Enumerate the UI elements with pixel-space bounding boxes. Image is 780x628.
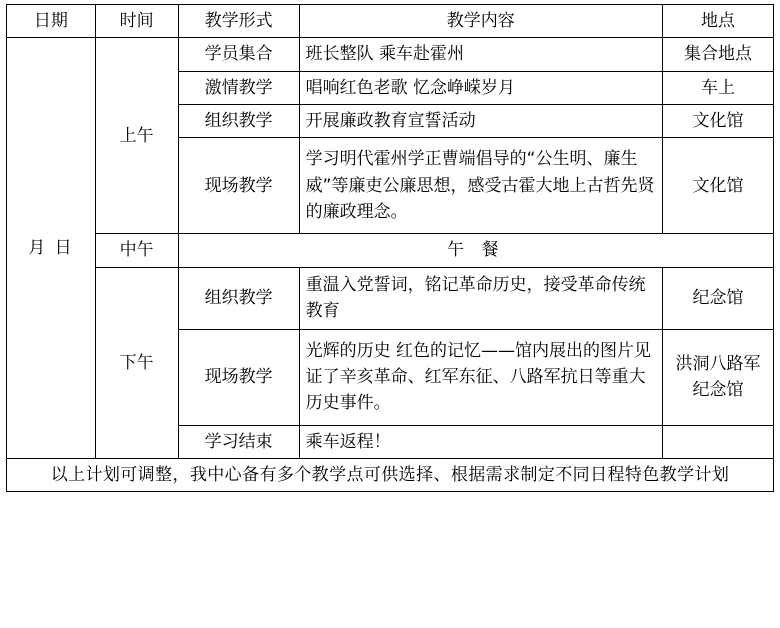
header-form: 教学形式: [178, 5, 299, 38]
table-row-lunch: [7, 234, 774, 267]
table-header-row: [7, 5, 774, 38]
period-noon: 中午: [95, 234, 178, 267]
place-cell: 洪洞八路军纪念馆: [662, 329, 773, 425]
content-cell: 光辉的历史 红色的记忆——馆内展出的图片见证了辛亥革命、红军东征、八路军抗日等重大历史事件。: [299, 329, 662, 425]
content-cell: 乘车返程！: [299, 425, 662, 458]
content-cell: 开展廉政教育宣誓活动: [299, 105, 662, 138]
content-cell: 唱响红色老歌 忆念峥嵘岁月: [299, 71, 662, 104]
header-time: 时间: [95, 5, 178, 38]
lunch-cell: 午 餐: [178, 234, 773, 267]
place-cell: 纪念馆: [662, 267, 773, 329]
content-cell: 学习明代霍州学正曹端倡导的“公生明、廉生威”等廉吏公廉思想，感受古霍大地上古哲先贤的廉政理念。: [299, 138, 662, 234]
place-cell: 集合地点: [662, 38, 773, 71]
form-cell: 现场教学: [178, 138, 299, 234]
date-cell: 月 日: [7, 38, 96, 459]
period-morning: 上午: [95, 38, 178, 234]
period-afternoon: 下午: [95, 267, 178, 458]
form-cell: 学员集合: [178, 38, 299, 71]
content-cell: 重温入党誓词，铭记革命历史，接受革命传统教育: [299, 267, 662, 329]
place-cell: [662, 425, 773, 458]
content-cell: 班长整队 乘车赴霍州: [299, 38, 662, 71]
place-cell: 文化馆: [662, 105, 773, 138]
table-row: [7, 267, 774, 329]
header-place: 地点: [662, 5, 773, 38]
footer-note: 以上计划可调整，我中心备有多个教学点可供选择、根据需求制定不同日程特色教学计划: [7, 459, 774, 492]
place-cell: 文化馆: [662, 138, 773, 234]
form-cell: 组织教学: [178, 267, 299, 329]
table-row: [7, 38, 774, 71]
schedule-table: [6, 4, 774, 492]
header-date: 日期: [7, 5, 96, 38]
form-cell: 现场教学: [178, 329, 299, 425]
table-footer-row: [7, 459, 774, 492]
place-cell: 车上: [662, 71, 773, 104]
form-cell: 组织教学: [178, 105, 299, 138]
form-cell: 激情教学: [178, 71, 299, 104]
header-content: 教学内容: [299, 5, 662, 38]
form-cell: 学习结束: [178, 425, 299, 458]
